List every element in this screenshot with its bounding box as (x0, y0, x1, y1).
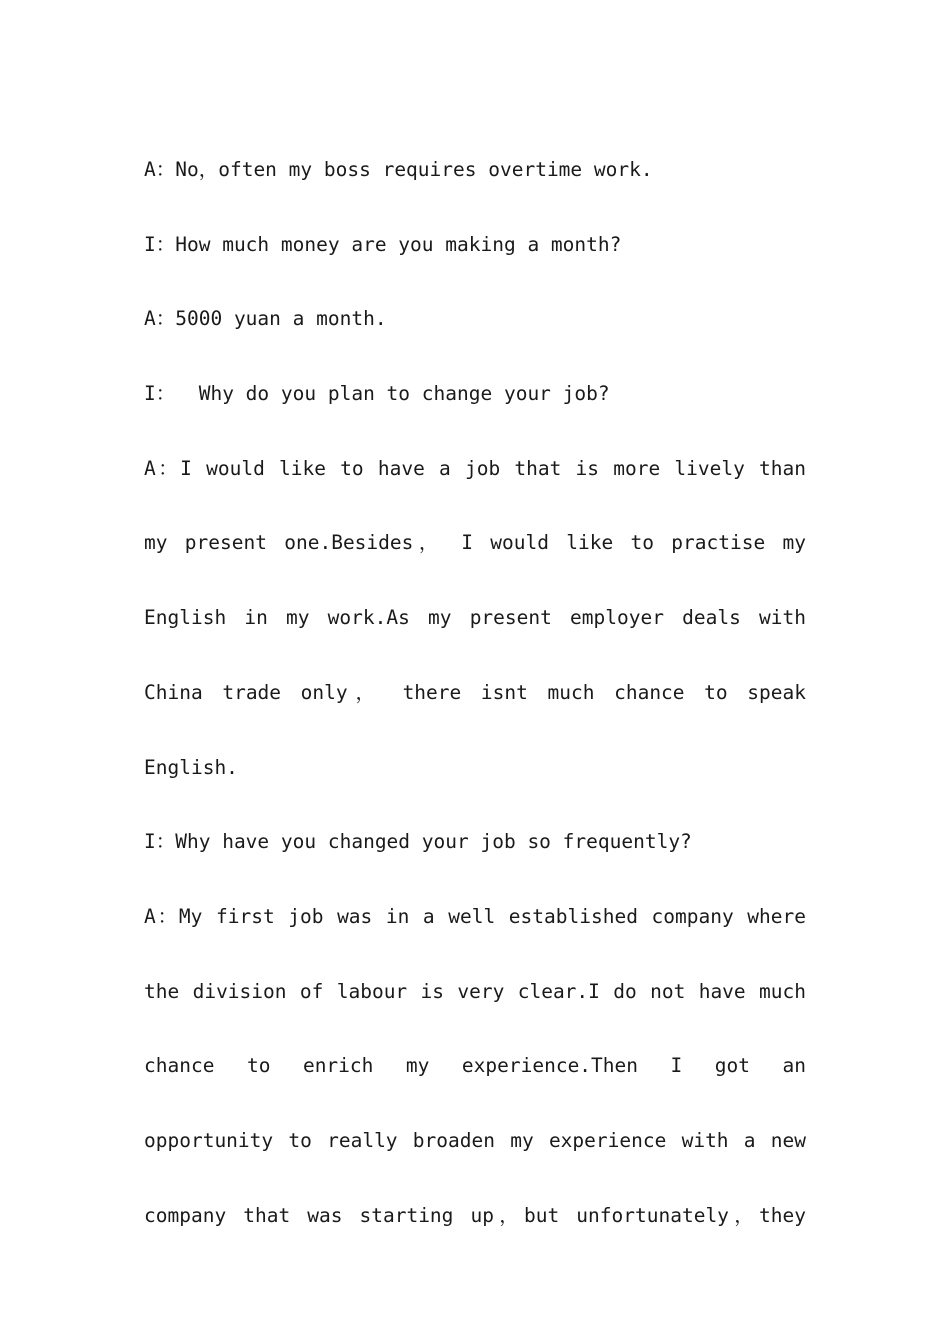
transcript-line: A：My first job was in a well established company where (144, 904, 806, 928)
transcript-line: A：No，often my boss requires overtime work. (144, 158, 653, 181)
transcript-line: my present one.Besides， I would like to practise my (144, 531, 806, 555)
transcript-line: English. (144, 755, 238, 779)
transcript-line: A：5000 yuan a month. (144, 307, 387, 331)
transcript-line: I： Why do you plan to change your job? (144, 382, 610, 406)
transcript-line: A：I would like to have a job that is more lively than (144, 456, 806, 480)
transcript-line: English in my work.As my present employer deals with (144, 606, 806, 630)
transcript-line: I：Why have you changed your job so frequently? (144, 830, 692, 854)
transcript-line: chance to enrich my experience.Then I got an (144, 1054, 806, 1078)
transcript-line: company that was starting up，but unfortunately，they (144, 1203, 806, 1227)
transcript-line: the division of labour is very clear.I do not have much (144, 979, 806, 1003)
transcript-line: I：How much money are you making a month? (144, 232, 622, 256)
transcript-line: opportunity to really broaden my experience with a new (144, 1128, 806, 1152)
interview-transcript (144, 133, 806, 1253)
transcript-line: China trade only， there isnt much chance to speak (144, 680, 806, 704)
